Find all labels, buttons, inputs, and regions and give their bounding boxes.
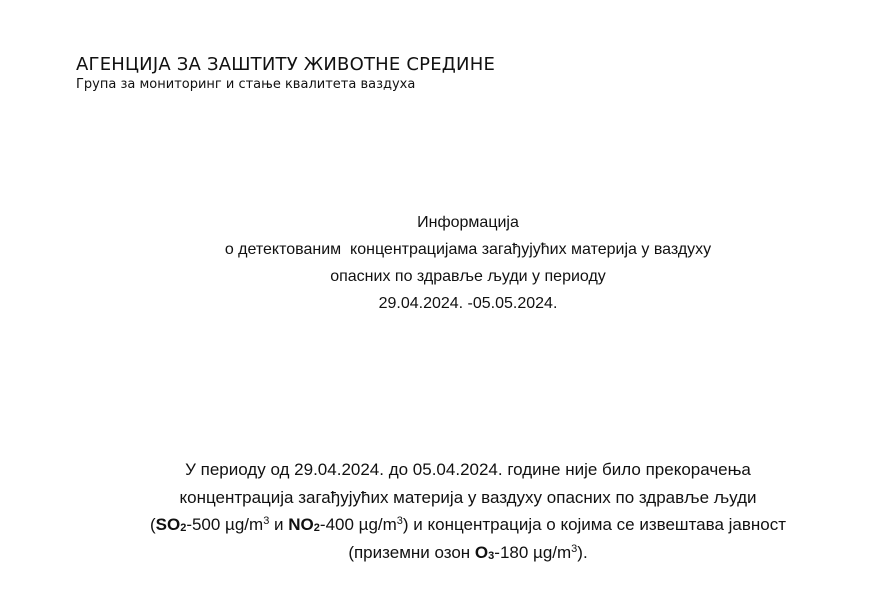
information-title — [0, 209, 896, 317]
no2-symbol — [288, 515, 320, 534]
text: NO — [288, 515, 314, 534]
text: ) и концентрација о којима се извештава јавност — [402, 515, 787, 534]
no2-limit: -400 µg/m — [319, 515, 397, 534]
body-line: концентрација загађујућих материја у ваздуху опасних по здравље људи — [179, 487, 757, 507]
o3-symbol — [475, 543, 494, 562]
title-line: опасних по здравље људи у периоду — [330, 268, 606, 285]
document-header — [76, 54, 495, 93]
text: O — [474, 542, 489, 562]
so2-limit: -500 µg/m — [186, 515, 264, 534]
superscript: 3 — [263, 515, 270, 527]
superscript: 3 — [396, 515, 403, 527]
text: ( — [149, 515, 156, 534]
subscript: 2 — [180, 522, 187, 534]
subscript: 3 — [488, 549, 495, 562]
group-name: Група за мониторинг и стање квалитета ваздуха — [76, 77, 416, 92]
body-line-limits — [0, 511, 896, 539]
superscript: 3 — [571, 542, 578, 555]
text: ). — [577, 542, 588, 562]
title-period: 29.04.2024. -05.05.2024. — [378, 295, 558, 312]
body-line-ozone — [0, 539, 896, 567]
title-line: Информација — [417, 214, 519, 231]
title-line: о детектованим концентрацијама загађујућих материја у ваздуху — [224, 241, 712, 258]
body-line: У периоду од 29.04.2024. до 05.04.2024. године није било прекорачења — [185, 460, 751, 479]
information-body — [0, 456, 896, 566]
subscript: 2 — [313, 522, 320, 534]
o3-limit: -180 µg/m — [494, 542, 572, 562]
text: (приземни озон — [348, 542, 475, 562]
text: SO — [155, 515, 181, 534]
so2-symbol — [156, 515, 187, 534]
text: и — [269, 515, 289, 534]
agency-name: АГЕНЦИЈА ЗА ЗАШТИТУ ЖИВОТНЕ СРЕДИНЕ — [76, 54, 496, 75]
